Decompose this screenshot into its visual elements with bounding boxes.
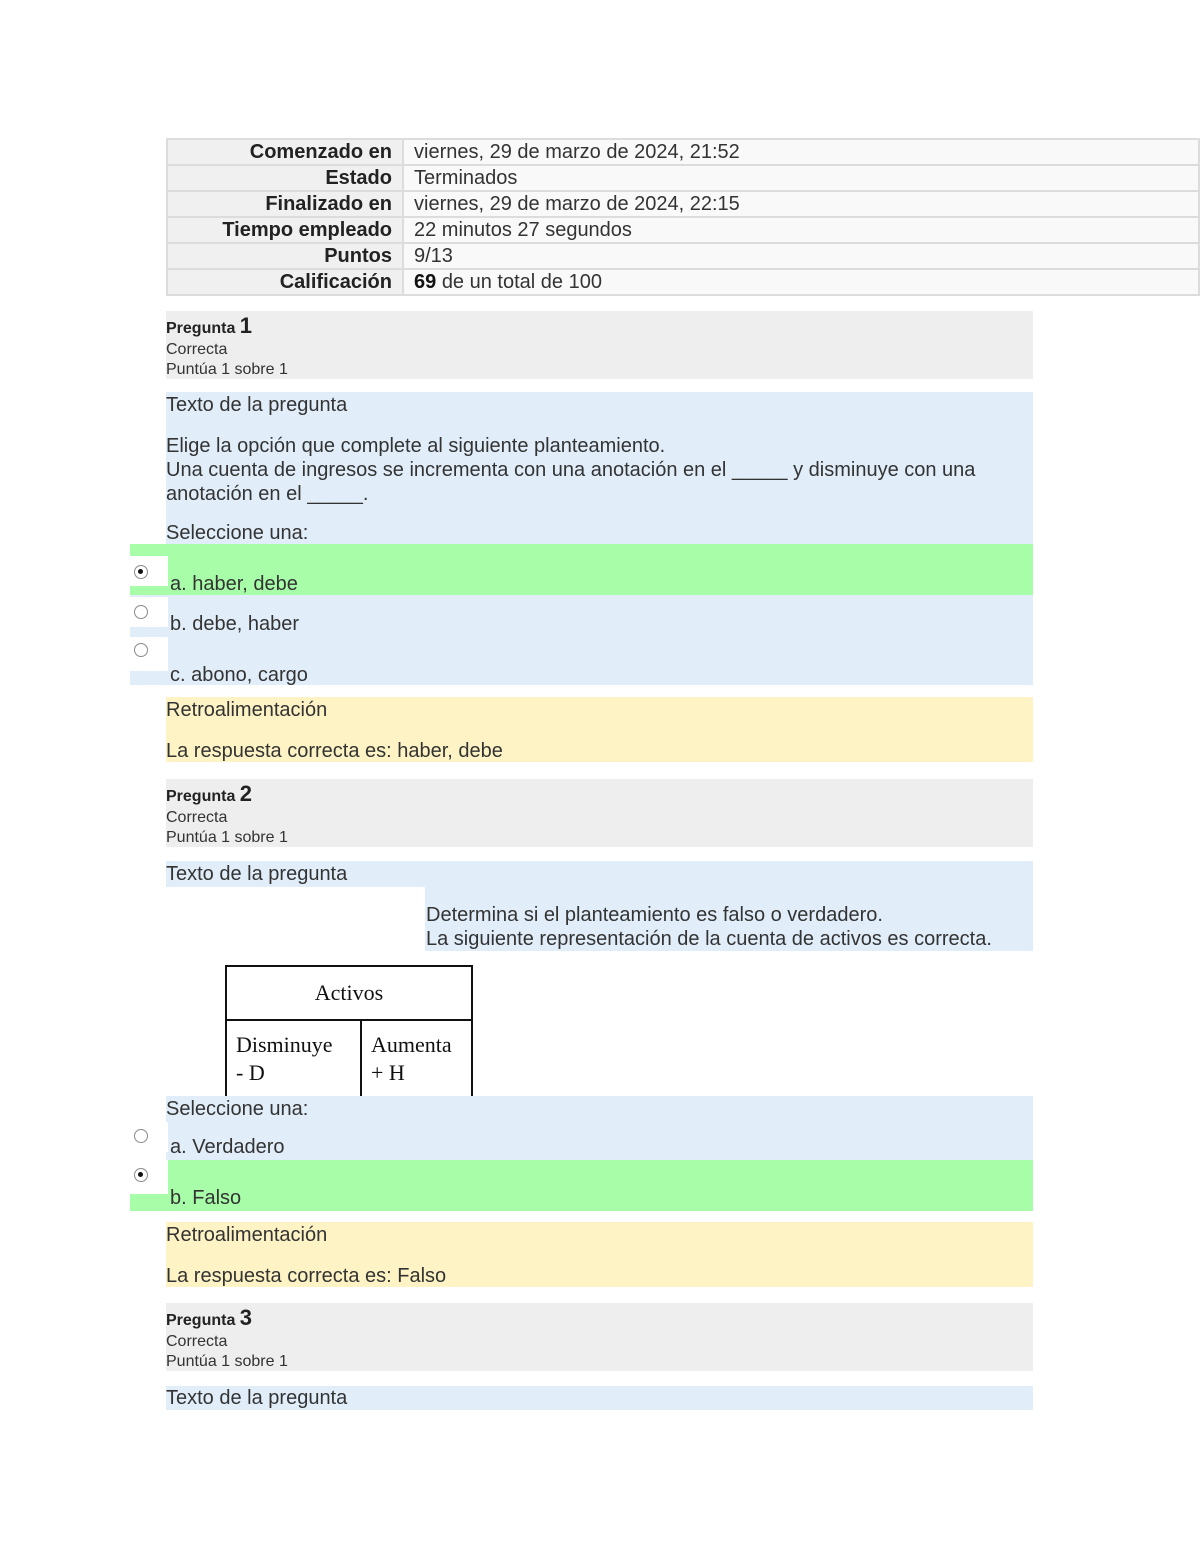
summary-row-state: [167, 165, 1199, 191]
question-grade: Puntúa 1 sobre 1: [166, 1353, 288, 1370]
question-number: [166, 313, 252, 339]
summary-row-points: [167, 243, 1199, 269]
question-number-value: 3: [239, 1305, 253, 1330]
summary-value: 22 minutos 27 segundos: [403, 217, 1199, 243]
question-state: Correcta: [166, 809, 228, 826]
grade-total: de un total de 100: [441, 270, 602, 293]
feedback-text: La respuesta correcta es: haber, debe: [166, 740, 503, 762]
summary-label: Puntos: [167, 243, 403, 269]
summary-row-finished: [167, 191, 1199, 217]
question-number-value: 2: [239, 781, 253, 806]
account-right-label: Aumenta: [371, 1032, 452, 1057]
account-right-cell: [361, 1020, 472, 1098]
summary-value: viernes, 29 de marzo de 2024, 22:15: [403, 191, 1199, 217]
answer-option-a[interactable]: a. Verdadero: [170, 1136, 285, 1158]
account-title: Activos: [226, 966, 472, 1020]
feedback-header: Retroalimentación: [166, 1224, 328, 1246]
answer-option-c[interactable]: c. abono, cargo: [170, 664, 308, 686]
question-prompt-line: anotación en el _____.: [166, 483, 369, 505]
question-number-value: 1: [239, 313, 253, 338]
summary-row-time: [167, 217, 1199, 243]
question-2-info: [166, 779, 1033, 847]
summary-value: [403, 269, 1199, 295]
question-number: [166, 781, 252, 807]
question-grade: Puntúa 1 sobre 1: [166, 361, 288, 378]
attempt-summary-table: [166, 138, 1200, 296]
summary-label: Tiempo empleado: [167, 217, 403, 243]
question-prompt-line: Elige la opción que complete al siguiente planteamiento.: [166, 435, 666, 457]
account-left-cell: [226, 1020, 361, 1098]
question-text-header: Texto de la pregunta: [166, 394, 348, 416]
answer-option-correct-highlight: [130, 1160, 1033, 1211]
question-label: Pregunta: [166, 788, 236, 805]
account-right-sign: + H: [371, 1060, 405, 1085]
radio-option-b[interactable]: [134, 1168, 148, 1182]
grade-score: 69: [414, 270, 437, 293]
question-state: Correcta: [166, 341, 228, 358]
question-prompt-line: Una cuenta de ingresos se incrementa con una anotación en el _____ y disminuye con una: [166, 459, 976, 481]
radio-option-b[interactable]: [134, 605, 148, 619]
question-state: Correcta: [166, 1333, 228, 1350]
question-text-header: Texto de la pregunta: [166, 1387, 348, 1409]
question-prompt-line: Determina si el planteamiento es falso o verdadero.: [426, 904, 883, 926]
question-3-info: [166, 1303, 1033, 1371]
question-label: Pregunta: [166, 320, 236, 337]
summary-value: Terminados: [403, 165, 1199, 191]
question-prompt-line: La siguiente representación de la cuenta de activos es correcta.: [426, 928, 992, 950]
summary-value: 9/13: [403, 243, 1199, 269]
summary-row-started: [167, 139, 1199, 165]
answer-option-b[interactable]: b. Falso: [170, 1187, 242, 1209]
summary-label: Calificación: [167, 269, 403, 295]
account-t-table: [225, 965, 473, 1099]
summary-value: viernes, 29 de marzo de 2024, 21:52: [403, 139, 1199, 165]
summary-label: Finalizado en: [167, 191, 403, 217]
summary-row-grade: [167, 269, 1199, 295]
radio-option-c[interactable]: [134, 643, 148, 657]
feedback-header: Retroalimentación: [166, 699, 328, 721]
select-one-label: Seleccione una:: [166, 522, 309, 544]
summary-label: Comenzado en: [167, 139, 403, 165]
radio-option-a[interactable]: [134, 565, 148, 579]
question-text-header: Texto de la pregunta: [166, 863, 348, 885]
radio-option-a[interactable]: [134, 1129, 148, 1143]
account-left-label: Disminuye: [236, 1032, 333, 1057]
feedback-text: La respuesta correcta es: Falso: [166, 1265, 447, 1287]
question-label: Pregunta: [166, 1312, 236, 1329]
account-left-sign: - D: [236, 1060, 265, 1085]
answer-option-b[interactable]: b. debe, haber: [170, 613, 299, 635]
select-one-label: Seleccione una:: [166, 1098, 309, 1120]
question-grade: Puntúa 1 sobre 1: [166, 829, 288, 846]
question-1-info: [166, 311, 1033, 379]
summary-label: Estado: [167, 165, 403, 191]
answer-option-a[interactable]: a. haber, debe: [170, 573, 298, 595]
question-number: [166, 1305, 252, 1331]
